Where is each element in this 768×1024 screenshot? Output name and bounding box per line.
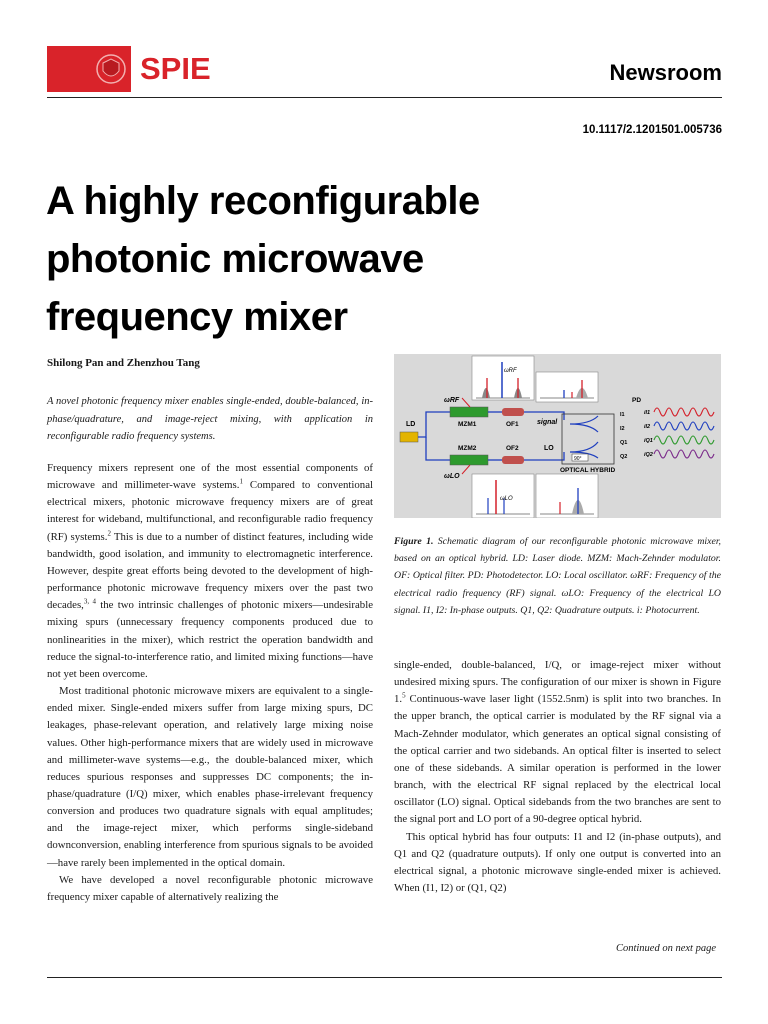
footer-divider [47, 977, 722, 978]
svg-text:PD: PD [632, 397, 642, 404]
body-left-column [47, 460, 373, 906]
svg-text:90°: 90° [574, 456, 582, 462]
title-line: A highly reconfigurable [46, 179, 480, 223]
figure-1-diagram [394, 354, 721, 518]
svg-text:ωRF: ωRF [504, 368, 517, 374]
svg-text:LO: LO [544, 445, 554, 452]
header-divider [47, 97, 722, 98]
svg-text:Q2: Q2 [620, 454, 628, 460]
svg-text:ωRF: ωRF [444, 397, 460, 404]
svg-text:iI1: iI1 [644, 410, 651, 416]
section-title[interactable]: Newsroom [609, 60, 722, 85]
title-line: photonic microwave [46, 237, 424, 281]
svg-text:iQ1: iQ1 [644, 438, 653, 444]
svg-text:iQ2: iQ2 [644, 452, 653, 458]
paragraph: Most traditional photonic microwave mixers are equivalent to a single-ended mixer. Single-ended mixers suffer from large mixing spurs, DC leakages, phase-relevant operation, and relatively large mixing noise values. Other high-performance mixers that are widely used in microwave and millimeter-wave systems—e.g., the double-balanced mixer, which reduces spurious responses and suppresses DC components; the in-phase/quadrature (I/Q) mixer, which enables phase-irrelevant frequency conversion and produces two quadrature signals with equal amplitudes; and the image-reject mixer, which performs single-sideband downconversion, enabling interference from spurious signals to be avoided—have rarely been implemented in the optical domain. [47, 685, 373, 869]
svg-text:ωLO: ωLO [444, 473, 460, 480]
optical-filter-1 [502, 408, 524, 416]
laser-diode [400, 421, 418, 442]
caption-label: Figure 1. [394, 536, 434, 547]
svg-text:OF1: OF1 [506, 421, 519, 428]
mzm2 [450, 455, 488, 465]
logo-text[interactable]: SPIE [140, 51, 211, 86]
spie-seal-icon [95, 53, 127, 85]
paragraph: This optical hybrid has four outputs: I1 and I2 (in-phase outputs), and Q1 and Q2 (quadrature outputs). If only one output is converted into an electrical signal, a photonic microwave single-ended mixer is achieved. When (I1, I2) or (Q1, Q2) [394, 830, 721, 895]
title-line: frequency mixer [46, 295, 348, 339]
svg-text:signal: signal [537, 419, 558, 426]
svg-text:I2: I2 [620, 426, 625, 432]
article-title [46, 172, 566, 346]
paragraph: We have developed a novel reconfigurable photonic microwave frequency mixer capable of alternatively realizing the [47, 873, 373, 903]
continued-note: Continued on next page [615, 943, 716, 954]
svg-text:ωLO: ωLO [500, 496, 513, 502]
figure-caption [394, 533, 721, 619]
caption-text: Schematic diagram of our reconfigurable photonic microwave mixer, based on an optical hybrid. LD: Laser diode. MZM: Mach-Zehnder modulator. OF: Optical filter. PD: Photodetector. LO: Local oscillator. ωRF: Frequency of the electrical radio frequency (RF) signal. ωLO: Frequency of the electrical LO signal. I1, I2: In-phase outputs. Q1, Q2: Quadrature outputs. i: Photocurrent. [394, 536, 721, 616]
optical-filter-2 [502, 456, 524, 464]
mzm1 [450, 407, 488, 417]
body-right-column [394, 657, 721, 897]
svg-text:iI2: iI2 [644, 424, 651, 430]
svg-text:MZM1: MZM1 [458, 421, 477, 428]
svg-text:MZM2: MZM2 [458, 445, 477, 452]
authors: Shilong Pan and Zhenzhou Tang [47, 357, 200, 369]
paragraph: single-ended, double-balanced, I/Q, or image-reject mixer without undesired mixing spurs. The configuration of our mixer is shown in Figure 1.$^5$ Continuous-wave laser light (1552.5nm) is split into two branches. In the upper branch, the optical carrier is modulated by the RF signal via a Mach-Zehnder modulator, which generates an optical signal consisting of the optical carrier and two sidebands. An optical filter is inserted to select one of these sidebands. A similar operation is performed in the lower branch, with the electrical RF signal replaced by the electrical local oscillator (LO) signal. Optical sidebands from the two branches are sent to the signal port and LO port of a 90-degree optical hybrid. [394, 659, 721, 826]
svg-text:LD: LD [406, 421, 416, 428]
upper-spectrum-inset [472, 356, 598, 402]
abstract: A novel photonic frequency mixer enables single-ended, double-balanced, in-phase/quadrature, and image-reject mixing, with application in reconfigurable radio frequency systems. [47, 396, 373, 442]
paragraph: Frequency mixers represent one of the most essential components of microwave and millimeter-wave systems.$^1$ Compared to conventional electrical mixers, photonic microwave frequency mixers are of great interest for wideband, multifunctional, and reconfigurable radio frequency (RF) systems.$^2$ This is due to a number of distinct features, including wide bandwidth, good isolation, and immunity to electromagnetic interference. However, despite great efforts being devoted to the development of high-performance photonic microwave frequency mixers over the past two decades,$^{3, 4}$ the two intrinsic challenges of photonic mixers—undesirable mixing spurs (unnecessary frequency components produced due to nonlinearities in the mixer), which restrict the operation bandwidth and reduce the signal-to-interference ratio, and limited mixing functions—have not yet been overcome. [47, 462, 374, 680]
svg-text:OF2: OF2 [506, 445, 519, 452]
svg-text:Q1: Q1 [620, 440, 628, 446]
lower-spectrum-inset [472, 474, 598, 518]
doi: 10.1117/2.1201501.005736 [582, 124, 722, 136]
svg-text:OPTICAL HYBRID: OPTICAL HYBRID [560, 467, 616, 474]
svg-text:I1: I1 [620, 412, 625, 418]
